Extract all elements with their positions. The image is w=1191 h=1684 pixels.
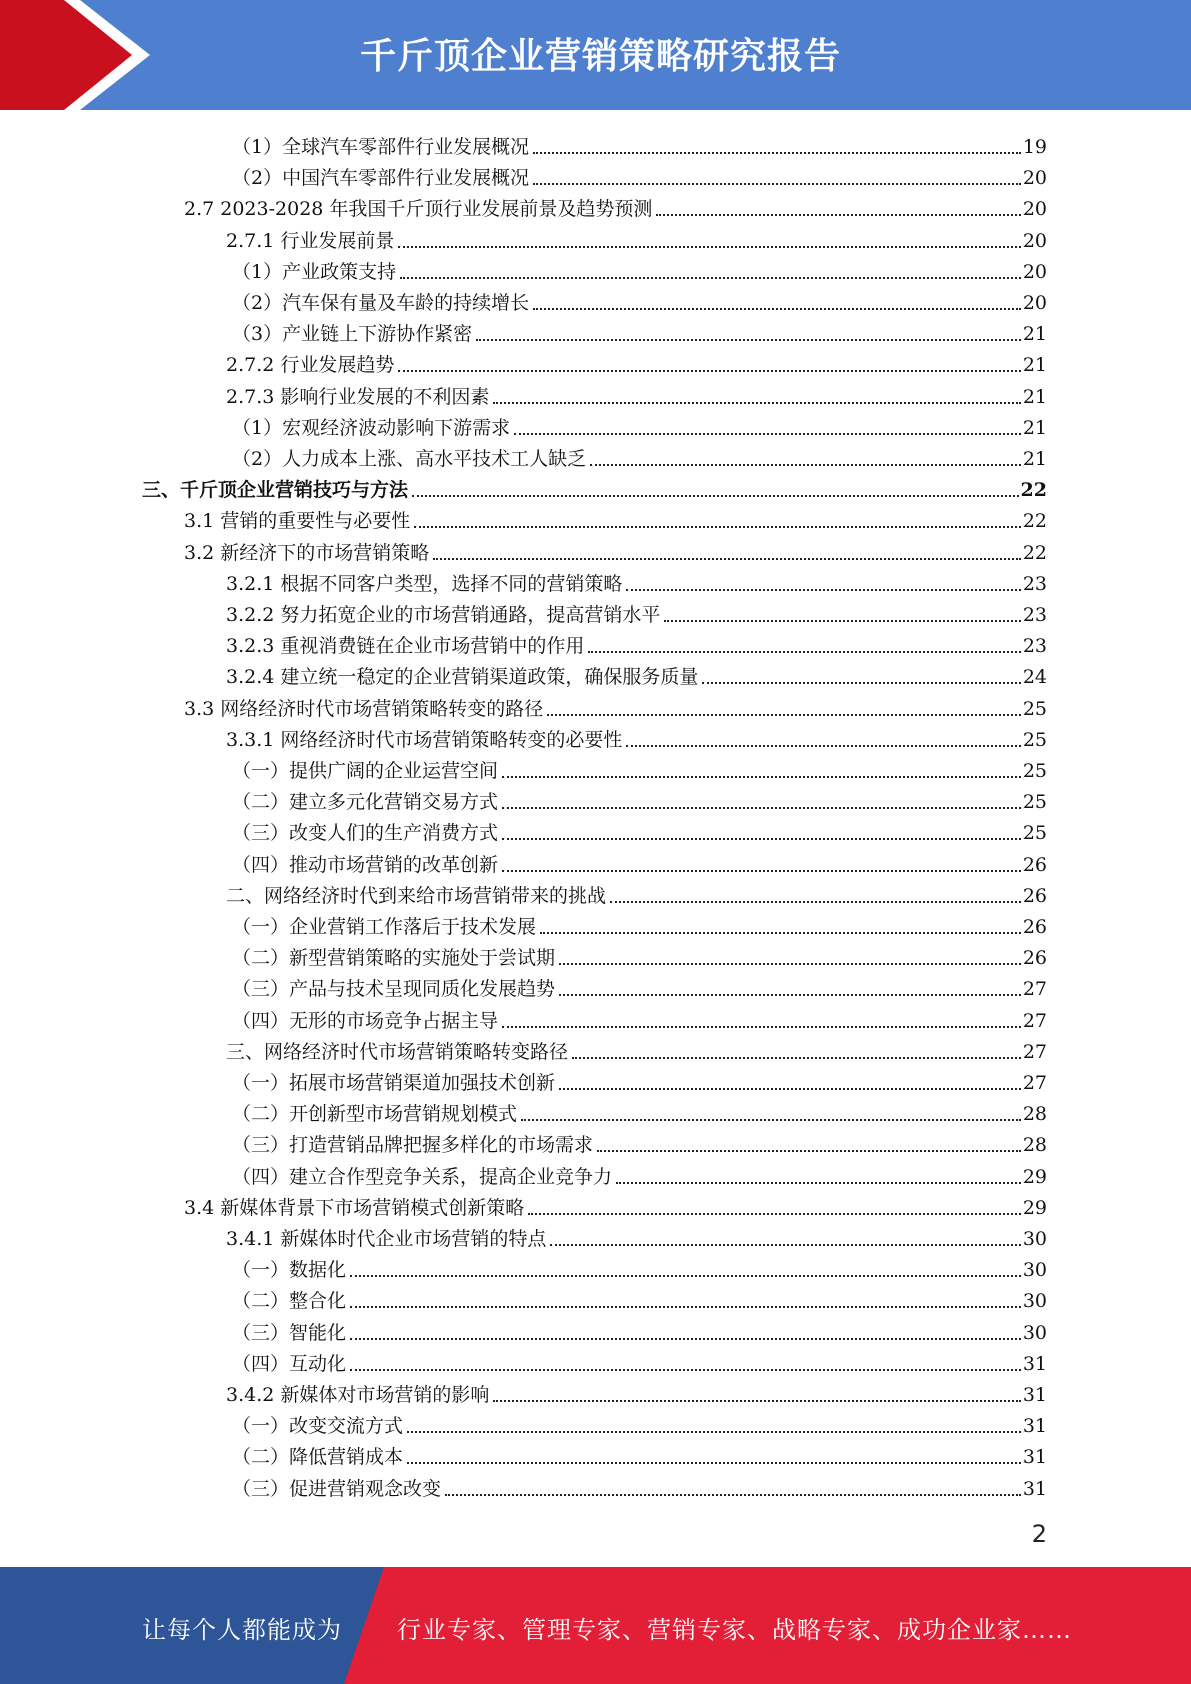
toc-entry-page: 25 [1022, 697, 1047, 720]
toc-entry-page: 20 [1022, 198, 1047, 221]
toc-entry[interactable] [232, 1126, 1047, 1157]
toc-entry-page: 30 [1022, 1321, 1047, 1344]
toc-entry-page: 28 [1022, 1103, 1047, 1126]
toc-entry-page: 30 [1022, 1259, 1047, 1282]
toc-entry-page: 24 [1022, 666, 1047, 689]
toc-dot-leader [533, 183, 1021, 185]
toc-dot-leader [350, 1369, 1021, 1371]
toc-entry-title: 3.2 新经济下的市场营销策略 [184, 541, 430, 564]
toc-dot-leader [414, 526, 1021, 528]
toc-entry-title: （一）改变交流方式 [232, 1415, 404, 1438]
toc-entry-page: 21 [1022, 323, 1047, 346]
toc-dot-leader [664, 620, 1020, 622]
toc-entry-page: 31 [1022, 1415, 1047, 1438]
toc-dot-leader [626, 745, 1020, 747]
toc-entry-title: 3.2.4 建立统一稳定的企业营销渠道政策，确保服务质量 [226, 666, 699, 689]
toc-dot-leader [514, 433, 1021, 435]
toc-entry-title: （一）企业营销工作落后于技术发展 [232, 916, 537, 938]
toc-entry-title: （一）提供广阔的企业运营空间 [232, 760, 499, 782]
toc-entry-page: 27 [1022, 978, 1047, 1001]
toc-entry-page: 20 [1022, 260, 1047, 283]
toc-entry[interactable] [142, 471, 1047, 502]
toc-entry[interactable] [226, 596, 1047, 627]
toc-entry-page: 21 [1022, 448, 1047, 470]
toc-entry[interactable] [226, 565, 1047, 596]
toc-entry-page: 23 [1022, 572, 1047, 595]
toc-entry[interactable] [184, 534, 1047, 565]
toc-dot-leader [407, 1462, 1021, 1464]
toc-dot-leader [626, 589, 1020, 591]
toc-entry-title: （一）数据化 [232, 1259, 347, 1282]
toc-dot-leader [400, 277, 1021, 279]
toc-entry-page: 22 [1022, 541, 1047, 564]
toc-entry-title: （二）整合化 [232, 1290, 347, 1313]
toc-entry[interactable] [232, 908, 1047, 939]
toc-entry-title: （四）建立合作型竞争关系，提高企业竞争力 [232, 1165, 613, 1188]
toc-entry-title: 2.7.3 影响行业发展的不利因素 [226, 385, 490, 408]
toc-dot-leader [407, 1431, 1021, 1433]
toc-entry-title: 3.2.3 重视消费链在企业市场营销中的作用 [226, 635, 585, 658]
toc-entry-title: （三）改变人们的生产消费方式 [232, 822, 499, 845]
page-number: 2 [1031, 1520, 1047, 1548]
toc-entry-page: 27 [1022, 1072, 1047, 1094]
toc-entry[interactable] [232, 253, 1047, 284]
toc-entry[interactable] [232, 1251, 1047, 1282]
toc-dot-leader [493, 402, 1020, 404]
toc-entry[interactable] [232, 939, 1047, 970]
toc-dot-leader [702, 682, 1020, 684]
toc-entry-page: 25 [1022, 791, 1047, 814]
toc-entry[interactable] [232, 1470, 1047, 1501]
page-footer [0, 1567, 1191, 1684]
toc-entry-title: （三）智能化 [232, 1321, 347, 1344]
report-title: 千斤顶企业营销策略研究报告 [359, 36, 841, 77]
toc-entry-page: 30 [1022, 1290, 1047, 1313]
toc-dot-leader [559, 963, 1021, 965]
toc-entry-title: 3.2.1 根据不同客户类型，选择不同的营销策略 [226, 572, 623, 595]
toc-entry-page: 26 [1022, 884, 1047, 907]
toc-entry[interactable] [226, 346, 1047, 377]
toc-entry-title: （二）降低营销成本 [232, 1446, 404, 1469]
toc-entry-title: 3.2.2 努力拓宽企业的市场营销通路，提高营销水平 [226, 604, 661, 626]
toc-dot-leader [493, 1400, 1020, 1402]
toc-entry[interactable] [232, 159, 1047, 190]
toc-entry-title: 三、网络经济时代市场营销策略转变路径 [226, 1040, 569, 1063]
toc-entry[interactable] [232, 1407, 1047, 1438]
toc-entry[interactable] [232, 1282, 1047, 1313]
toc-dot-leader [398, 370, 1020, 372]
toc-entry-title: （三）产品与技术呈现同质化发展趋势 [232, 978, 556, 1001]
toc-entry-title: 三、千斤顶企业营销技巧与方法 [142, 479, 409, 502]
toc-entry[interactable] [232, 1064, 1047, 1095]
toc-entry-title: （2）中国汽车零部件行业发展概况 [232, 167, 530, 190]
toc-entry-title: 3.4.1 新媒体时代企业市场营销的特点 [226, 1228, 547, 1250]
toc-dot-leader [533, 308, 1021, 310]
toc-entry-title: 3.3.1 网络经济时代市场营销策略转变的必要性 [226, 728, 623, 751]
toc-entry[interactable] [226, 222, 1047, 253]
toc-dot-leader [528, 1213, 1021, 1215]
toc-dot-leader [350, 1306, 1021, 1308]
toc-entry[interactable] [226, 1376, 1047, 1407]
toc-dot-leader [610, 901, 1021, 903]
toc-entry-page: 20 [1022, 229, 1047, 252]
toc-entry-page: 21 [1022, 354, 1047, 377]
toc-entry[interactable] [232, 752, 1047, 783]
toc-dot-leader [656, 214, 1020, 216]
toc-entry-title: 3.1 营销的重要性与必要性 [184, 510, 411, 533]
toc-entry[interactable] [232, 1158, 1047, 1189]
toc-entry[interactable] [232, 1345, 1047, 1376]
toc-entry[interactable] [226, 721, 1047, 752]
toc-entry-page: 27 [1022, 1040, 1047, 1063]
toc-entry[interactable] [232, 783, 1047, 814]
toc-dot-leader [502, 1026, 1021, 1028]
toc-entry-title: 2.7.1 行业发展前景 [226, 229, 395, 252]
toc-dot-leader [521, 1119, 1021, 1121]
toc-entry[interactable] [226, 1220, 1047, 1251]
toc-entry[interactable] [226, 658, 1047, 689]
toc-entry-page: 30 [1022, 1228, 1047, 1250]
toc-entry-page: 22 [1022, 510, 1047, 533]
toc-entry-page: 20 [1022, 292, 1047, 314]
toc-entry[interactable] [226, 378, 1047, 409]
toc-entry[interactable] [226, 1033, 1047, 1064]
toc-dot-leader [559, 1088, 1021, 1090]
toc-entry-page: 31 [1022, 1352, 1047, 1375]
toc-entry-page: 27 [1022, 1009, 1047, 1032]
toc-entry-title: （二）新型营销策略的实施处于尝试期 [232, 947, 556, 970]
toc-entry-title: （1）产业政策支持 [232, 260, 397, 283]
toc-entry-title: 3.3 网络经济时代市场营销策略转变的路径 [184, 697, 544, 720]
toc-entry[interactable] [226, 877, 1047, 908]
toc-entry[interactable] [232, 846, 1047, 877]
footer-slogan-right: 行业专家、管理专家、营销专家、战略专家、成功企业家…… [397, 1616, 1072, 1644]
toc-entry[interactable] [232, 970, 1047, 1001]
toc-entry[interactable] [232, 409, 1047, 440]
toc-dot-leader [433, 558, 1021, 560]
toc-entry-page: 26 [1022, 853, 1047, 876]
toc-dot-leader [597, 1150, 1021, 1152]
toc-entry-title: 3.4.2 新媒体对市场营销的影响 [226, 1384, 490, 1406]
toc-dot-leader [476, 339, 1021, 341]
toc-entry-title: （二）建立多元化营销交易方式 [232, 791, 499, 814]
toc-dot-leader [550, 1244, 1020, 1246]
toc-entry-title: （四）无形的市场竞争占据主导 [232, 1009, 499, 1032]
toc-entry[interactable] [232, 814, 1047, 845]
toc-entry[interactable] [184, 502, 1047, 533]
toc-entry-page: 21 [1022, 416, 1047, 439]
toc-entry-page: 21 [1022, 385, 1047, 408]
toc-entry-title: （2）人力成本上涨、高水平技术工人缺乏 [232, 448, 587, 470]
toc-entry-title: 2.7 2023-2028 年我国千斤顶行业发展前景及趋势预测 [184, 198, 653, 221]
toc-entry-title: （3）产业链上下游协作紧密 [232, 323, 473, 346]
toc-entry[interactable] [232, 1095, 1047, 1126]
toc-entry[interactable] [184, 190, 1047, 221]
toc-entry[interactable] [232, 1002, 1047, 1033]
toc-entry-page: 20 [1022, 167, 1047, 190]
toc-dot-leader [616, 1182, 1021, 1184]
toc-dot-leader [547, 714, 1021, 716]
toc-entry-page: 29 [1022, 1196, 1047, 1219]
toc-entry-page: 22 [1020, 479, 1047, 502]
toc-entry[interactable] [232, 284, 1047, 315]
toc-dot-leader [540, 932, 1021, 934]
toc-entry-title: （三）打造营销品牌把握多样化的市场需求 [232, 1134, 594, 1157]
toc-dot-leader [398, 246, 1020, 248]
toc-entry-title: （一）拓展市场营销渠道加强技术创新 [232, 1072, 556, 1094]
toc-dot-leader [533, 152, 1021, 154]
toc-entry-page: 23 [1022, 604, 1047, 626]
toc-dot-leader [590, 464, 1021, 466]
toc-dot-leader [502, 776, 1021, 778]
toc-dot-leader [350, 1338, 1021, 1340]
toc-dot-leader [559, 994, 1021, 996]
toc-entry[interactable] [232, 440, 1047, 471]
page-header [0, 0, 1191, 110]
toc-entry[interactable] [184, 690, 1047, 721]
toc-entry-title: （2）汽车保有量及车龄的持续增长 [232, 292, 530, 314]
toc-dot-leader [588, 651, 1020, 653]
toc-dot-leader [412, 495, 1019, 497]
toc-entry-title: 二、网络经济时代到来给市场营销带来的挑战 [226, 884, 607, 907]
toc-entry[interactable] [232, 315, 1047, 346]
toc-entry-title: （1）宏观经济波动影响下游需求 [232, 416, 511, 439]
toc-entry-page: 31 [1022, 1477, 1047, 1500]
toc-entry-title: （1）全球汽车零部件行业发展概况 [232, 136, 530, 158]
toc-entry-page: 26 [1022, 916, 1047, 938]
toc-entry-page: 29 [1022, 1165, 1047, 1188]
toc-entry-page: 23 [1022, 635, 1047, 658]
toc-entry-title: 2.7.2 行业发展趋势 [226, 354, 395, 377]
toc-entry-page: 19 [1022, 136, 1047, 158]
toc-entry-page: 25 [1022, 728, 1047, 751]
toc-entry[interactable] [226, 627, 1047, 658]
footer-slogan-left: 让每个人都能成为 [142, 1616, 342, 1644]
toc-entry-page: 28 [1022, 1134, 1047, 1157]
toc-entry[interactable] [232, 128, 1047, 159]
toc-entry[interactable] [232, 1314, 1047, 1345]
toc-entry-title: （三）促进营销观念改变 [232, 1477, 442, 1500]
toc-entry[interactable] [184, 1189, 1047, 1220]
toc-dot-leader [502, 870, 1021, 872]
toc-dot-leader [502, 838, 1021, 840]
toc-entry-page: 25 [1022, 760, 1047, 782]
toc-entry-page: 31 [1022, 1446, 1047, 1469]
toc-entry-title: 3.4 新媒体背景下市场营销模式创新策略 [184, 1196, 525, 1219]
toc-entry-page: 31 [1022, 1384, 1047, 1406]
toc-entry[interactable] [232, 1438, 1047, 1469]
toc-entry-title: （四）互动化 [232, 1352, 347, 1375]
toc-dot-leader [502, 807, 1021, 809]
toc-dot-leader [572, 1057, 1021, 1059]
toc-entry-title: （四）推动市场营销的改革创新 [232, 853, 499, 876]
toc-dot-leader [350, 1275, 1021, 1277]
toc-entry-page: 25 [1022, 822, 1047, 845]
toc-dot-leader [445, 1494, 1021, 1496]
toc-entry-page: 26 [1022, 947, 1047, 970]
toc-entry-title: （二）开创新型市场营销规划模式 [232, 1103, 518, 1126]
